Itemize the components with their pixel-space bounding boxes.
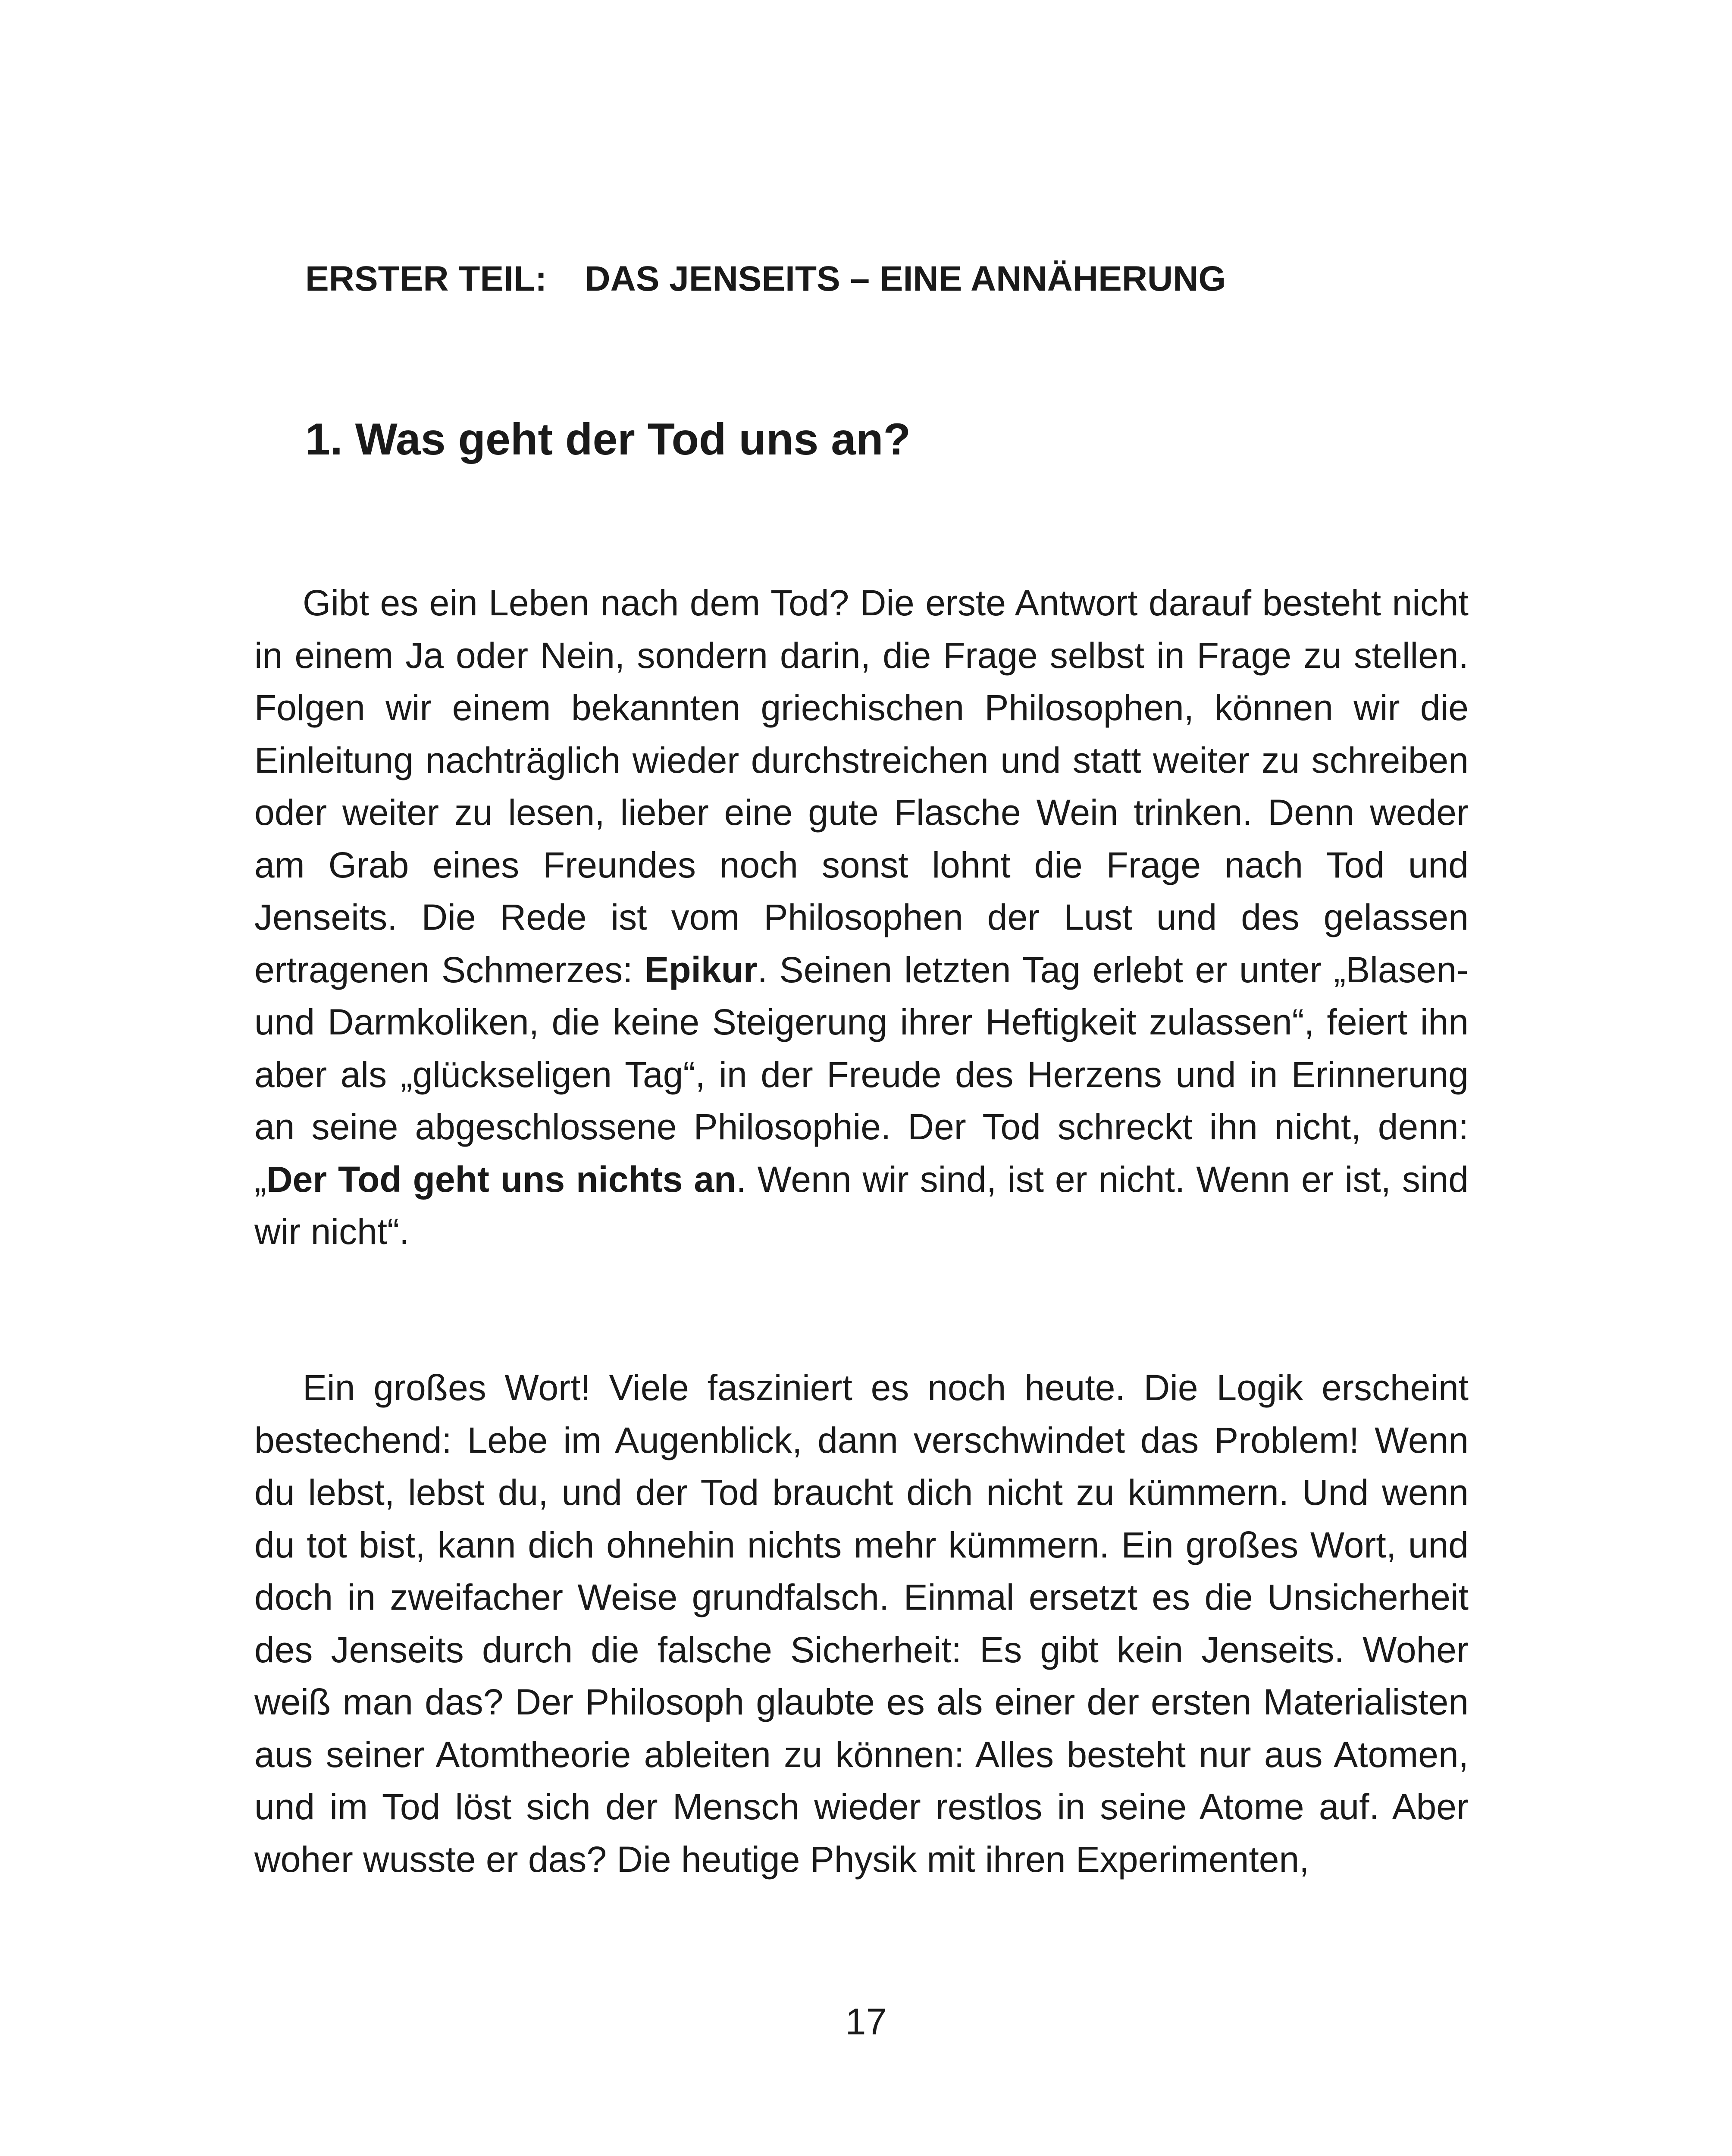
paragraph-text: Gibt es ein Leben nach dem Tod? Die erste Antwort darauf besteht nicht in einem Ja oder Nein, sondern darin, die Frage selbst in Frage zu stellen. Folgen wir einem bekannten griechischen Philosophen, können wir die Einleitung nachträglich wieder durchstreichen und statt weiter zu schreiben oder weiter zu lesen, lieber eine gute Flasche Wein trinken. Denn weder am Grab eines Freundes noch sonst lohnt die Frage nach Tod und Jenseits. Die Rede ist vom Philosophen der Lust und des gelassen ertragenen Schmerzes: — [254, 583, 1469, 990]
paragraph-text: . Seinen letzten Tag erlebt er unter „Blasen- und Darmkoliken, die keine Steigerung ihrer Heftigkeit zulassen“, feiert ihn aber als „glückseligen Tag“, in der Freude des Herzens und in Erinnerung an seine abgeschlossene Philosophie. Der Tod schreckt ihn nicht, denn: „ — [254, 949, 1469, 1200]
part-heading — [305, 259, 1226, 299]
bold-name: Epikur — [645, 949, 758, 990]
paragraph: Ein großes Wort! Viele fasziniert es noch heute. Die Logik erscheint bestechend: Lebe im Augenblick, dann verschwindet das Problem! Wenn du lebst, lebst du, und der Tod braucht dich nicht zu kümmern. Und wenn du tot bist, kann dich ohnehin nichts mehr kümmern. Ein großes Wort, und doch in zweifacher Weise grundfalsch. Einmal ersetzt es die Unsicherheit des Jenseits durch die falsche Sicherheit: Es gibt kein Jenseits. Woher weiß man das? Der Philosoph glaubte es als einer der ersten Materialisten aus seiner Atomtheorie ableiten zu können: Alles besteht nur aus Atomen, und im Tod löst sich der Mensch wieder restlos in seine Atome auf. Aber woher wusste er das? Die heutige Physik mit ihren Experimenten, — [254, 1367, 1469, 1880]
paragraph — [254, 577, 1469, 1258]
page-number: 17 — [845, 2001, 887, 2043]
chapter-heading: 1. Was geht der Tod uns an? — [305, 414, 911, 464]
paragraph-text: . Wenn wir sind, ist er nicht. Wenn er ist, sind wir nicht“. — [254, 1159, 1469, 1252]
part-title: DAS JENSEITS – EINE ANNÄHERUNG — [585, 259, 1226, 298]
bold-quote: Der Tod geht uns nichts an — [266, 1159, 736, 1200]
part-number: ERSTER TEIL: — [305, 259, 547, 298]
